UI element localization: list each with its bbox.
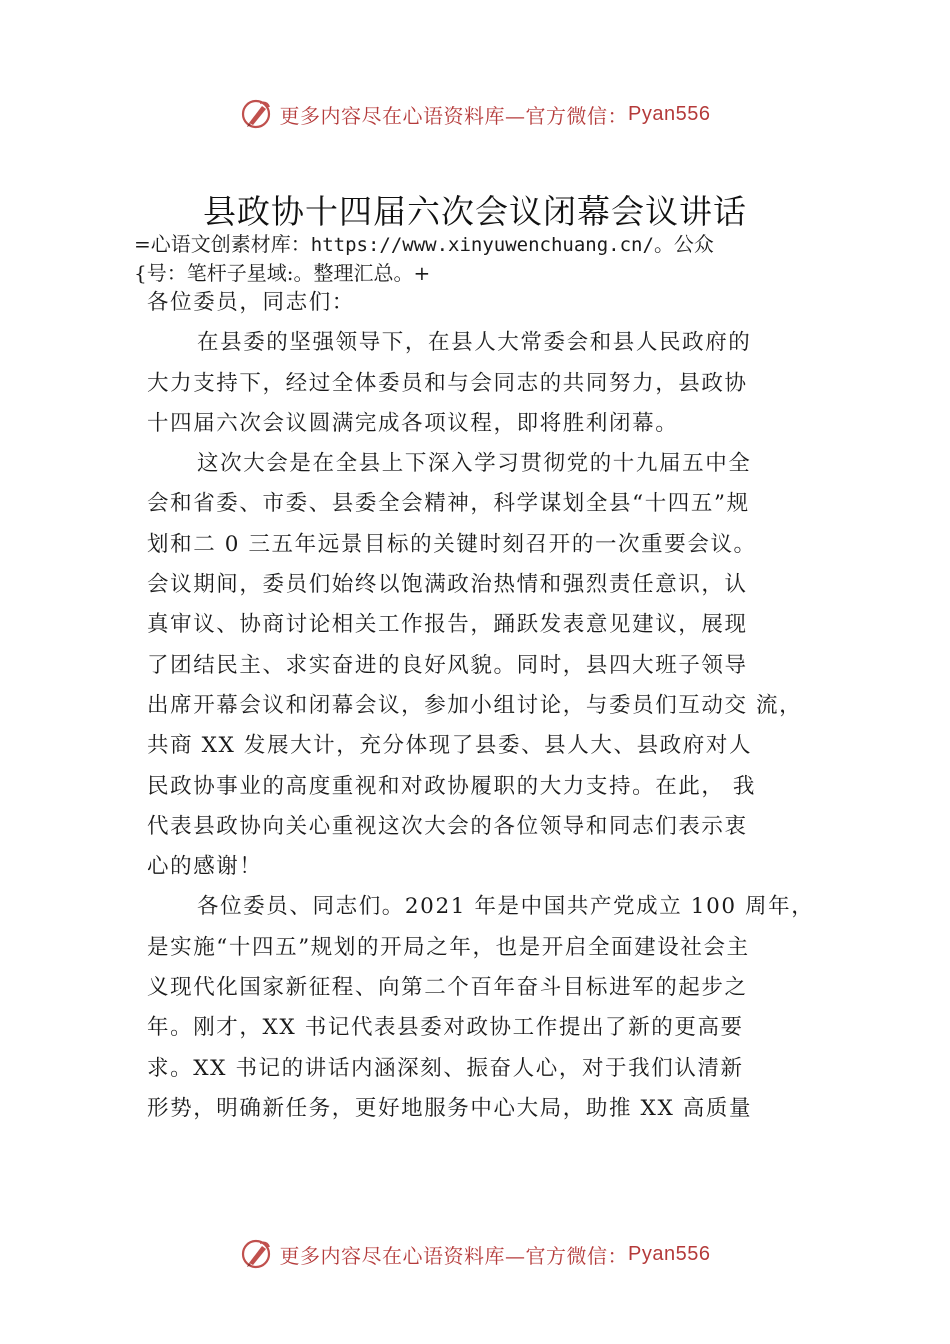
source-url: https://www.xinyuwenchuang.cn/ [310, 234, 654, 256]
body-line: 各位委员，同志们： [147, 290, 355, 315]
body-line: 会和省委、市委、县委全会精神，科学谋划全县“十四五”规 [147, 491, 750, 517]
source-suffix: 。公众 [653, 232, 714, 256]
body-line: 义现代化国家新征程、向第二个百年奋斗目标进军的起步之 [147, 975, 748, 1001]
body-line: 共商 XX 发展大计，充分体现了县委、县人大、县政府对人 [147, 733, 753, 759]
source-line-2: {号：笔杆子星域:。整理汇总。+ [134, 261, 431, 285]
body-line: 划和二 0 三五年远景目标的关键时刻召开的一次重要会议。 [147, 531, 757, 557]
body-line: 真审议、协商讨论相关工作报告，踊跃发表意见建议，展现 [147, 612, 748, 638]
body-line: 大力支持下，经过全体委员和与会同志的共同努力，县政协 [147, 370, 748, 396]
banner-wechat-id: Pyan556 [628, 102, 711, 125]
body-line: 是实施“十四五”规划的开局之年，也是开启全面建设社会主 [147, 934, 750, 960]
body-line: 民政协事业的高度重视和对政协履职的大力支持。在此， 我 [147, 773, 757, 799]
banner-text: 更多内容尽在心语资料库—官方微信： [279, 103, 629, 128]
body-line: 会议期间，委员们始终以饱满政治热情和强烈责任意识，认 [147, 572, 748, 598]
source-line-1 [134, 230, 834, 259]
body-line: 了团结民主、求实奋进的良好风貌。同时，县四大班子领导 [147, 652, 748, 678]
body-line: 求。XX 书记的讲话内涵深刻、振奋人心，对于我们认清新 [147, 1055, 744, 1081]
banner-text: 更多内容尽在心语资料库—官方微信： [279, 1243, 629, 1268]
body-line: 这次大会是在全县上下深入学习贯彻党的十九届五中全 [197, 451, 752, 477]
banner-wechat-id: Pyan556 [628, 1242, 711, 1265]
body-line: 心的感谢！ [147, 854, 263, 880]
footer-banner [0, 1234, 950, 1274]
pen-nib-logo-icon [240, 97, 274, 131]
pen-nib-logo-icon [240, 1237, 274, 1271]
body-line: 在县委的坚强领导下，在县人大常委会和县人民政府的 [197, 330, 752, 356]
body-line: 形势，明确新任务，更好地服务中心大局，助推 XX 高质量 [147, 1095, 753, 1121]
body-line: 出席开幕会议和闭幕会议，参加小组讨论，与委员们互动交 流， [147, 692, 803, 718]
source-prefix: =心语文创素材库： [134, 232, 311, 256]
body-line: 各位委员、同志们。2021 年是中国共产党成立 100 周年， [197, 894, 815, 920]
header-banner [0, 94, 950, 134]
body-line: 年。刚才，XX 书记代表县委对政协工作提出了新的更高要 [147, 1015, 744, 1041]
body-line: 十四届六次会议圆满完成各项议程，即将胜利闭幕。 [147, 410, 679, 436]
document-title: 县政协十四届六次会议闭幕会议讲话 [203, 192, 747, 231]
document-body [147, 283, 837, 1129]
body-line: 代表县政协向关心重视这次大会的各位领导和同志们表示衷 [147, 813, 748, 839]
